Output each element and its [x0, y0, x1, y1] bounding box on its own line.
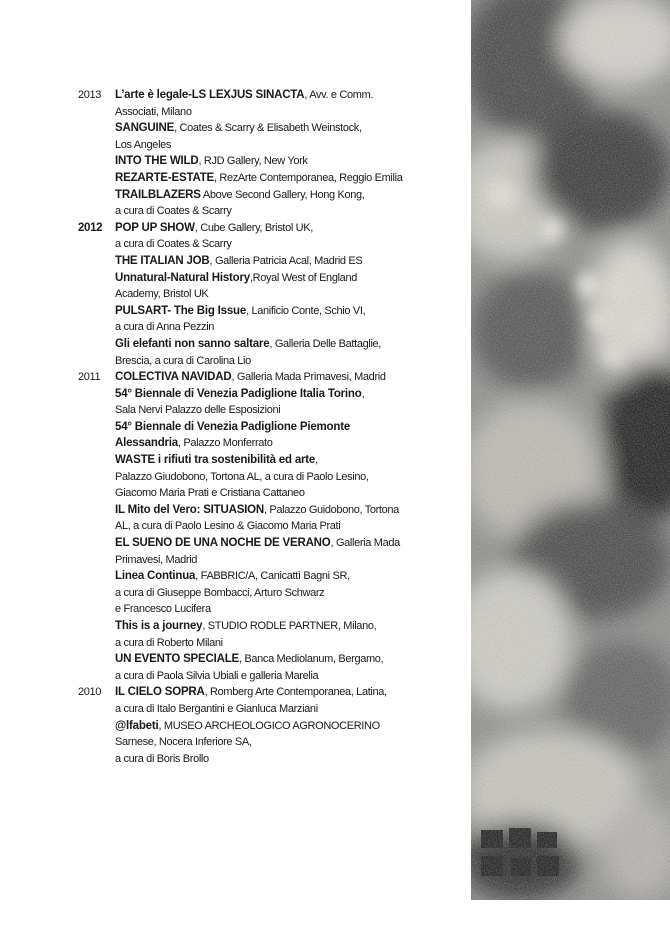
- exhibition-entry: [115, 170, 438, 187]
- exhibition-details: , Cube Gallery, Bristol UK,: [194, 221, 313, 234]
- exhibition-list: [78, 87, 438, 767]
- exhibition-title: EL SUENO DE UNA NOCHE DE VERANO: [115, 537, 331, 550]
- exhibition-title: POP UP SHOW: [115, 221, 195, 234]
- exhibition-entry: [115, 684, 438, 717]
- exhibition-details: a cura di Coates & Scarry: [115, 205, 232, 218]
- exhibition-details: , RezArte Contemporanea, Reggio Emilia: [214, 171, 403, 184]
- exhibition-details: Sala Nervi Palazzo delle Esposizioni: [115, 404, 281, 417]
- entry-line: [115, 568, 438, 585]
- year-entries: [115, 220, 438, 369]
- exhibition-details: , Galleria Mada: [330, 537, 400, 550]
- exhibition-details: a cura di Italo Bergantini e Gianluca Marziani: [115, 702, 318, 715]
- exhibition-title: COLECTIVA NAVIDAD: [115, 371, 232, 384]
- exhibition-details: , MUSEO ARCHEOLOGICO AGRONOCERINO: [158, 719, 380, 732]
- exhibition-title: Alessandria: [115, 437, 178, 450]
- entry-line: [115, 668, 438, 685]
- exhibition-details: Associati, Milano: [115, 105, 192, 118]
- year-block: [78, 684, 438, 767]
- entry-line: [115, 170, 438, 187]
- exhibition-details: Palazzo Giudobono, Tortona AL, a cura di Paolo Lesino,: [115, 470, 369, 483]
- exhibition-entry: [115, 452, 438, 502]
- exhibition-entry: [115, 153, 438, 170]
- year-entries: [115, 684, 438, 767]
- exhibition-entry: [115, 386, 438, 419]
- exhibition-details: a cura di Boris Brollo: [115, 752, 209, 765]
- entry-line: [115, 485, 438, 502]
- entry-line: [115, 286, 438, 303]
- exhibition-title: Unnatural-Natural History: [115, 271, 250, 284]
- exhibition-entry: [115, 87, 438, 120]
- exhibition-details: , Galleria Patricia Acal, Madrid ES: [209, 254, 363, 267]
- exhibition-entry: [115, 120, 438, 153]
- entry-line: [115, 535, 438, 552]
- year-label: 2013: [78, 89, 102, 101]
- exhibition-entry: [115, 651, 438, 684]
- exhibition-title: 54° Biennale di Venezia Padiglione Italia Torino: [115, 387, 362, 400]
- exhibition-title: L’arte è legale-LS LEXJUS SINACTA: [115, 89, 305, 101]
- exhibition-details: Primavesi, Madrid: [115, 553, 198, 566]
- exhibition-title: Gli elefanti non sanno saltare: [115, 337, 270, 350]
- exhibition-entry: [115, 253, 438, 270]
- exhibition-entry: [115, 568, 438, 618]
- exhibition-entry: [115, 535, 438, 568]
- entry-line: [115, 137, 438, 154]
- exhibition-title: IL CIELO SOPRA: [115, 686, 205, 699]
- entry-line: [115, 153, 438, 170]
- exhibition-title: INTO THE WILD: [115, 155, 199, 168]
- exhibition-details: Giacomo Maria Prati e Cristiana Cattaneo: [115, 487, 305, 500]
- exhibition-entry: [115, 618, 438, 651]
- exhibition-details: Above Second Gallery, Hong Kong,: [200, 188, 365, 201]
- exhibition-entry: [115, 419, 438, 452]
- year-block: [78, 87, 438, 220]
- exhibition-details: ,Royal West of England: [249, 271, 357, 284]
- entry-line: [115, 718, 438, 735]
- entry-line: [115, 253, 438, 270]
- entry-line: [115, 469, 438, 486]
- exhibition-details: , Coates & Scarry & Elisabeth Weinstock,: [174, 122, 362, 135]
- exhibition-details: a cura di Paola Silvia Ubiali e galleria Marelia: [115, 669, 319, 682]
- exhibition-title: IL Mito del Vero: SITUASION: [115, 503, 265, 516]
- exhibition-details: Los Angeles: [115, 138, 172, 151]
- entry-line: [115, 220, 438, 237]
- exhibition-details: e Francesco Lucifera: [115, 603, 211, 616]
- entry-line: [115, 585, 438, 602]
- exhibition-details: , Banca Mediolanum, Bergamo,: [239, 653, 384, 666]
- exhibition-title: 54° Biennale di Venezia Padiglione Piemonte: [115, 420, 351, 433]
- exhibition-title: PULSART- The Big Issue: [115, 304, 247, 317]
- entry-line: [115, 651, 438, 668]
- entry-line: [115, 353, 438, 370]
- entry-line: [115, 303, 438, 320]
- exhibition-details: , STUDIO RODLE PARTNER, Milano,: [202, 620, 377, 632]
- exhibition-details: , Avv. e Comm.: [304, 89, 374, 101]
- exhibition-details: AL, a cura di Paolo Lesino & Giacomo Maria Prati: [115, 520, 341, 533]
- exhibition-details: Sarnese, Nocera Inferiore SA,: [115, 736, 252, 749]
- year-label: 2012: [78, 221, 103, 234]
- year-entries: [115, 369, 438, 684]
- entry-line: [115, 502, 438, 519]
- entry-line: [115, 552, 438, 569]
- exhibition-details: , Romberg Arte Contemporanea, Latina,: [204, 686, 387, 699]
- exhibition-entry: [115, 336, 438, 369]
- exhibition-entry: [115, 270, 438, 303]
- exhibition-details: ,: [361, 387, 365, 400]
- entry-line: [115, 684, 438, 701]
- entry-line: [115, 187, 438, 204]
- year-label: 2011: [78, 371, 101, 384]
- exhibition-title: Linea Continua: [115, 570, 196, 583]
- artwork-texture: [471, 0, 670, 900]
- year-label: 2010: [78, 686, 102, 699]
- exhibition-entry: [115, 220, 438, 253]
- exhibition-title: REZARTE-ESTATE: [115, 171, 214, 184]
- exhibition-title: UN EVENTO SPECIALE: [115, 653, 239, 666]
- entry-line: [115, 319, 438, 336]
- entry-line: [115, 270, 438, 287]
- entry-line: [115, 435, 438, 452]
- entry-line: [115, 236, 438, 253]
- entry-line: [115, 203, 438, 220]
- exhibition-entry: [115, 369, 438, 386]
- exhibition-details: , Palazzo Guidobono, Tortona: [264, 503, 399, 516]
- entry-line: [115, 618, 438, 635]
- exhibition-details: Brescia, a cura di Carolina Lio: [115, 354, 251, 367]
- entry-line: [115, 601, 438, 618]
- year-block: [78, 369, 438, 684]
- entry-line: [115, 87, 438, 104]
- exhibition-details: a cura di Coates & Scarry: [115, 238, 232, 251]
- exhibition-details: , RJD Gallery, New York: [198, 155, 308, 168]
- exhibition-title: WASTE i rifiuti tra sostenibilità ed arte: [115, 454, 316, 467]
- exhibition-details: , Galleria Mada Primavesi, Madrid: [231, 371, 386, 384]
- exhibition-details: Academy, Bristol UK: [115, 288, 209, 301]
- exhibition-title: @lfabeti: [115, 719, 159, 732]
- entry-line: [115, 635, 438, 652]
- exhibition-details: ,: [315, 454, 318, 467]
- exhibition-details: , FABBRIC/A, Canicattì Bagni SR,: [195, 570, 350, 583]
- year-entries: [115, 87, 438, 220]
- exhibition-title: This is a journey: [115, 620, 203, 632]
- entry-line: [115, 751, 438, 768]
- entry-line: [115, 452, 438, 469]
- exhibition-title: TRAILBLAZERS: [115, 188, 201, 201]
- entry-line: [115, 402, 438, 419]
- exhibition-details: a cura di Anna Pezzin: [115, 321, 215, 334]
- exhibition-details: a cura di Roberto Milani: [115, 636, 223, 649]
- year-block: [78, 220, 438, 369]
- entry-line: [115, 419, 438, 436]
- entry-line: [115, 104, 438, 121]
- artwork-image: [471, 0, 670, 900]
- exhibition-entry: [115, 187, 438, 220]
- exhibition-details: , Galleria Delle Battaglie,: [269, 337, 382, 350]
- exhibition-title: THE ITALIAN JOB: [115, 254, 210, 267]
- entry-line: [115, 734, 438, 751]
- exhibition-details: a cura di Giuseppe Bombacci, Arturo Schwarz: [115, 586, 325, 599]
- entry-line: [115, 336, 438, 353]
- exhibition-entry: [115, 718, 438, 768]
- exhibition-details: , Lanificio Conte, Schio VI,: [246, 304, 366, 317]
- exhibition-entry: [115, 303, 438, 336]
- entry-line: [115, 386, 438, 403]
- entry-line: [115, 701, 438, 718]
- entry-line: [115, 518, 438, 535]
- exhibition-details: , Palazzo Monferrato: [178, 437, 273, 450]
- entry-line: [115, 369, 438, 386]
- exhibition-title: SANGUINE: [115, 122, 175, 135]
- exhibition-entry: [115, 502, 438, 535]
- entry-line: [115, 120, 438, 137]
